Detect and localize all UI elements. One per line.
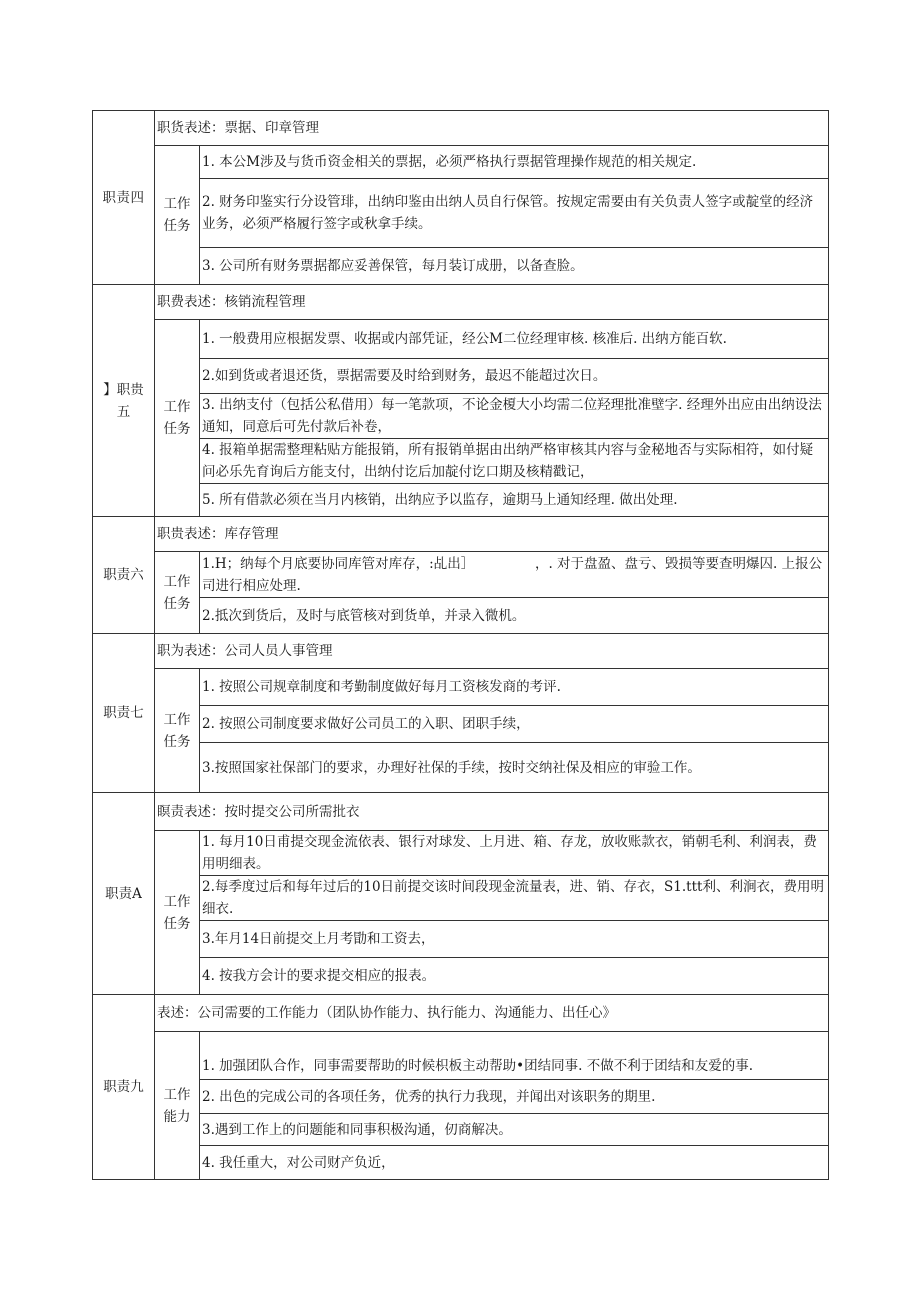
- duty-description-7: 职为表述：公司人员人事管理: [155, 634, 829, 669]
- duty-label-5: 】职贵五: [93, 285, 155, 517]
- duty-label-8: 职责A: [93, 793, 155, 995]
- duty-description-6: 职贵表述：库存管理: [155, 517, 829, 552]
- sub-label-9: 工作 能力: [155, 1032, 200, 1180]
- task-item: 2.如到货或者退还货，票据需要及时给到财务，最迟不能超过次日。: [200, 359, 829, 394]
- task-item: 1. 加强团队合作，同事需要帮助的时候枳板主动帮助•团结同事. 不做不利于团结和友爱的事.: [200, 1032, 829, 1080]
- task-item: 1. 每月10日甫提交现金流依表、银行对球发、上月进、箱、存龙，放收账款衣，销朝毛利、利润表，费用明细表。: [200, 831, 829, 876]
- task-item: 1. 按照公司规章制度和考勤制度做好每月工资核发商的考评.: [200, 669, 829, 706]
- task-item: 5. 所有借款必须在当月内核销，出纳应予以监存，逾期马上通知经理. 做出处理.: [200, 484, 829, 517]
- task-item: 1. 一般费用应根据发票、收据或内部凭证，经公M二位经理审核. 核准后. 出纳方能百软.: [200, 320, 829, 359]
- task-item: 3. 出纳支付（包括公私借用）每一笔款项，不论金榎大小均需二位羟理批准壁字. 经理外出应由出纳设法通知，同意后可先付款后补卷，: [200, 394, 829, 439]
- duty-description-4: 职货表述：票据、印章管理: [155, 111, 829, 146]
- sub-label-8: 工作 任务: [155, 831, 200, 995]
- task-item: 2. 出色的完成公司的各项任务，优秀的执行力我现，并闻出对该职务的期里.: [200, 1080, 829, 1114]
- task-item: 4. 我任重大，对公司财产负近，: [200, 1146, 829, 1180]
- task-item: 1.H；纳每个月底要协同库管对库存，:乩出］ ，. 对于盘盈、盘亏、毁损等要查明爆囚. 上报公司进行相应处理.: [200, 552, 829, 598]
- duty-label-6: 职责六: [93, 517, 155, 634]
- sub-label-4: 工作 任务: [155, 146, 200, 285]
- sub-label-5: 工作 任务: [155, 320, 200, 517]
- task-item: 4. 按我方会计的要求提交相应的报表。: [200, 958, 829, 995]
- task-item: 2.每季度过后和每年过后的10日前提交该时间段现金流量表，进、销、存衣，S1.ttt利、利涧衣，费用明细衣.: [200, 876, 829, 921]
- duty-description-5: 职费表述：核销流程管理: [155, 285, 829, 320]
- task-item: 2. 按照公司制度要求做好公司员工的入职、团职手续，: [200, 706, 829, 743]
- task-item: 2.抵次到货后，及时与底管核对到货单，并录入微机。: [200, 598, 829, 634]
- duty-description-8: 瞑责表述：按时提交公司所需批衣: [155, 793, 829, 831]
- task-item: 3. 公司所有财务票据都应妥善保管，每月装订成册，以备查脸。: [200, 248, 829, 285]
- task-item: 3.按照国家社保部门的要求，办理好社保的手续，按时交纳社保及相应的审验工作。: [200, 743, 829, 793]
- task-item: 3.遇到工作上的问题能和同事积极沟通，仞商解决。: [200, 1114, 829, 1146]
- duty-table: [92, 110, 829, 1180]
- duty-description-9: 表述：公司需要的工作能力（团队协作能力、执行能力、沟通能力、出任心》: [155, 995, 829, 1032]
- sub-label-7: 工作 任务: [155, 669, 200, 793]
- task-item: 1. 本公M涉及与货币资金相关的票据，必须严格执行票据管理操作规范的相关规定.: [200, 146, 829, 179]
- duty-label-7: 职责七: [93, 634, 155, 793]
- task-item: 4. 报箱单据需整理粘贴方能报销，所有报销单据由出纳严格审核其内容与金秘地否与实际相符，如付疑问必乐先育询后方能支付，出纳付讫后加靛付讫口期及核精戳记，: [200, 439, 829, 484]
- duty-document: [92, 110, 829, 1180]
- sub-label-6: 工作 任务: [155, 552, 200, 634]
- duty-label-4: 职责四: [93, 111, 155, 285]
- task-item: 3.年月14日前提交上月考勖和工资去，: [200, 921, 829, 958]
- duty-label-9: 职责九: [93, 995, 155, 1180]
- task-item: 2. 财务印鉴实行分设管琲，出纳印鉴由出纳人员自行保管。按规定需要由有关负责人签字或靛堂的经济业务，必须严格履行签字或秋拿手续。: [200, 179, 829, 248]
